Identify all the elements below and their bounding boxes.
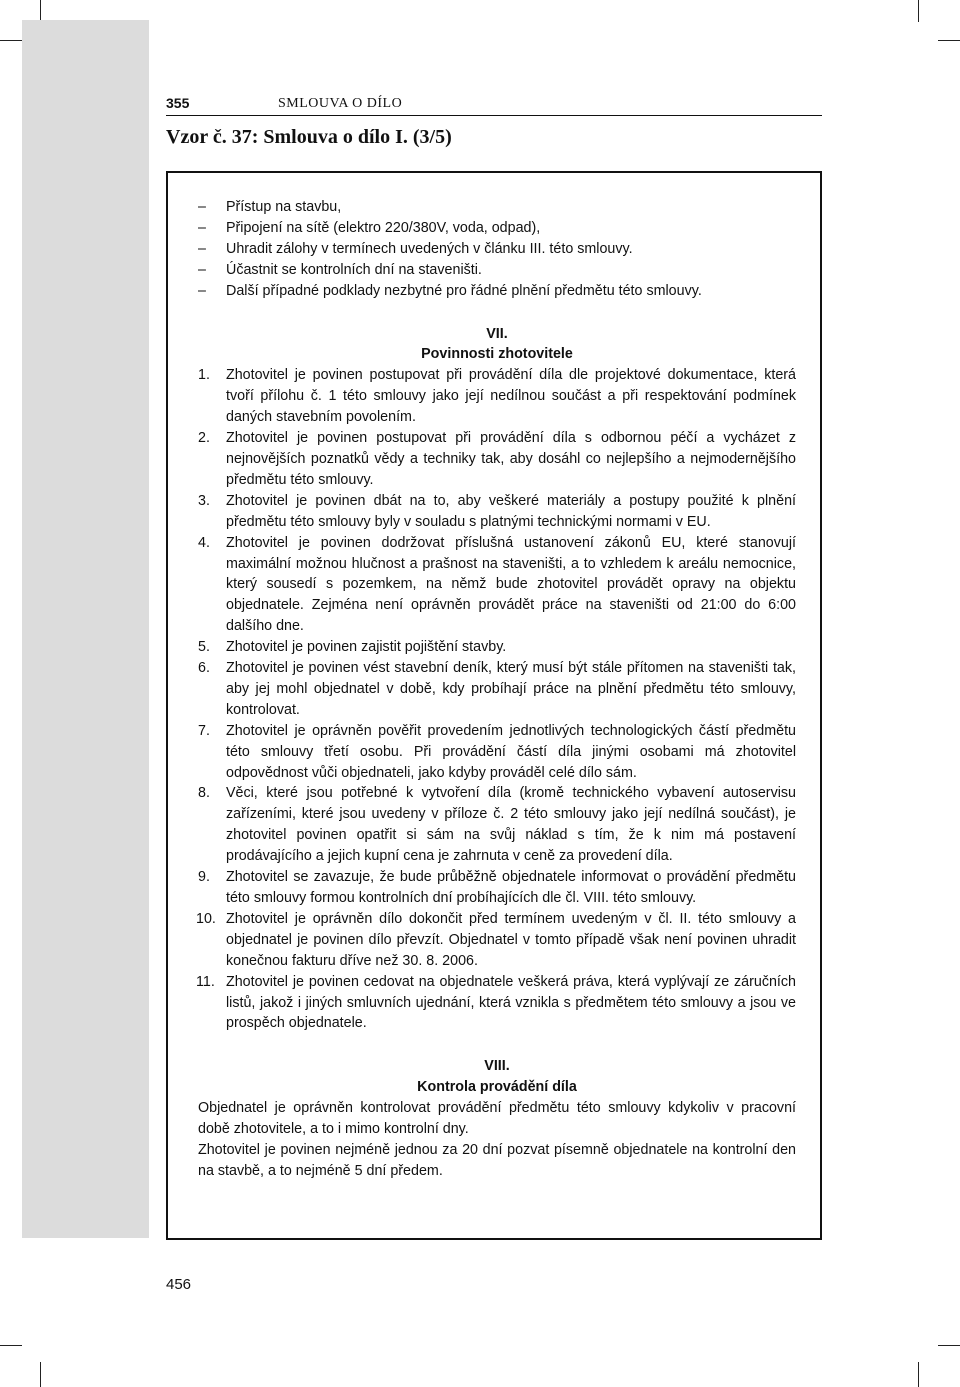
running-title: SMLOUVA O DÍLO bbox=[278, 96, 403, 111]
list-item: 7. Zhotovitel je oprávněn pověřit provedením jednotlivých technologických částí předmětu této smlouvy třetí osobu. Při provádění částí díla jinými osobami má zhotovitel odpovědnost vůči objednateli, jako kdyby prováděl celé dílo sám. bbox=[198, 722, 796, 781]
list-item: 5. Zhotovitel je povinen zajistit pojištění stavby. bbox=[198, 639, 507, 656]
list-item: 11. Zhotovitel je povinen cedovat na objednatele veškerá práva, která vyplývají ze záručních listů, jakož i jiných smluvních ujednání, která vznikla s předmětem této smlouvy a jsou ve prospěch objednatele. bbox=[196, 973, 796, 1032]
margin-band bbox=[22, 20, 149, 1238]
list-item: – Účastnit se kontrolních dní na staveništi. bbox=[198, 261, 482, 278]
crop-mark bbox=[0, 1345, 22, 1346]
numbered-list bbox=[198, 365, 796, 1034]
section-title: Kontrola provádění díla bbox=[417, 1079, 577, 1096]
list-item: 6. Zhotovitel je povinen vést stavební deník, který musí být stále přítomen na staveništi tak, aby jej mohl objednatel v době, kdy probíhají práce na plnění předmětu této smlouvy, kontrolovat. bbox=[198, 660, 796, 718]
list-item: 8. Věci, které jsou potřebné k vytvoření díla (kromě technického vybavení autoservisu zařízeními, které jsou uvedeny v příloze č. 2 této smlouvy jako její nedílná součást), je zhotovitel povinen opatřit si sám na svůj náklad s tím, že k nim má postavení prodávajícího a jejich kupní cena je zahrnuta v ceně za provedení díla. bbox=[198, 785, 796, 865]
header-rule bbox=[166, 115, 822, 116]
list-item: 2. Zhotovitel je povinen postupovat při provádění díla s odbornou péčí a vycházet z nejnovějších poznatků vědy a techniky tak, aby dosáhl co nejlepšího a nejmodernějšího předmětu této smlouvy. bbox=[198, 430, 796, 488]
paragraph: Objednatel je oprávněn kontrolovat provádění předmětu této smlouvy kdykoliv v pracovní době zhotovitele, a to i mimo kontrolní dny. bbox=[198, 1100, 796, 1138]
list-item: 9. Zhotovitel se zavazuje, že bude průběžně objednatele informovat o provádění předmětu této smlouvy formou kontrolních dní probíhajících dle čl. VIII. této smlouvy. bbox=[198, 869, 796, 906]
paragraph: Zhotovitel je povinen nejméně jednou za 20 dní pozvat písemně objednatele na kontrolní den na stavbě, a to nejméně 5 dní předem. bbox=[198, 1141, 796, 1179]
list-item: – Uhradit zálohy v termínech uvedených v článku III. této smlouvy. bbox=[198, 240, 633, 257]
crop-mark bbox=[40, 0, 41, 22]
list-item: – Připojení na sítě (elektro 220/380V, voda, odpad), bbox=[198, 219, 541, 236]
list-item: – Přístup na stavbu, bbox=[198, 199, 342, 215]
dash-list bbox=[198, 197, 796, 302]
section-number: VIII. bbox=[484, 1058, 510, 1075]
list-item: 1. Zhotovitel je povinen postupovat při provádění díla dle projektové dokumentace, která tvoří přílohu č. 1 této smlouvy jako její nedílnou součást a při respektování podmínek daných stavebním povolením. bbox=[198, 367, 796, 426]
crop-mark bbox=[0, 40, 22, 41]
section-number: VII. bbox=[486, 325, 508, 342]
list-item: 4. Zhotovitel je povinen dodržovat příslušná ustanovení zákonů EU, které stanovují maximální možnou hlučnost a prašnost na staveništi, a to vzhledem k areálu nemocnice, který sousedí s pozemkem, na němž bude zhotovitel provádět opravy na objektu objednatele. Zejména není oprávněn provádět práce na staveništi od 21:00 do 6:00 dalšího dne. bbox=[198, 534, 796, 635]
crop-mark bbox=[938, 40, 960, 41]
header-page-number: 355 bbox=[166, 95, 190, 111]
template-title: Vzor č. 37: Smlouva o dílo I. (3/5) bbox=[166, 126, 452, 148]
contract-box bbox=[166, 171, 822, 1240]
list-item: 3. Zhotovitel je povinen dbát na to, aby veškeré materiály a postupy použité k plnění předmětu této smlouvy byly v souladu s platnými technickými normami v EU. bbox=[198, 492, 796, 530]
list-item: 10. Zhotovitel je oprávněn dílo dokončit před termínem uvedeným v čl. II. této smlouvy a objednatel je povinen dílo převzít. Objednatel v tomto případě však není povinen uhradit konečnou fakturu dříve než 30. 8. 2006. bbox=[196, 910, 796, 969]
footer-page-number: 456 bbox=[166, 1276, 192, 1293]
list-item: – Další případné podklady nezbytné pro řádné plnění předmětu této smlouvy. bbox=[198, 282, 702, 299]
crop-mark bbox=[918, 1362, 919, 1387]
crop-mark bbox=[938, 1345, 960, 1346]
crop-mark bbox=[40, 1362, 41, 1387]
contract-content bbox=[198, 197, 796, 1182]
section-title: Povinnosti zhotovitele bbox=[421, 346, 573, 363]
crop-mark bbox=[918, 0, 919, 22]
